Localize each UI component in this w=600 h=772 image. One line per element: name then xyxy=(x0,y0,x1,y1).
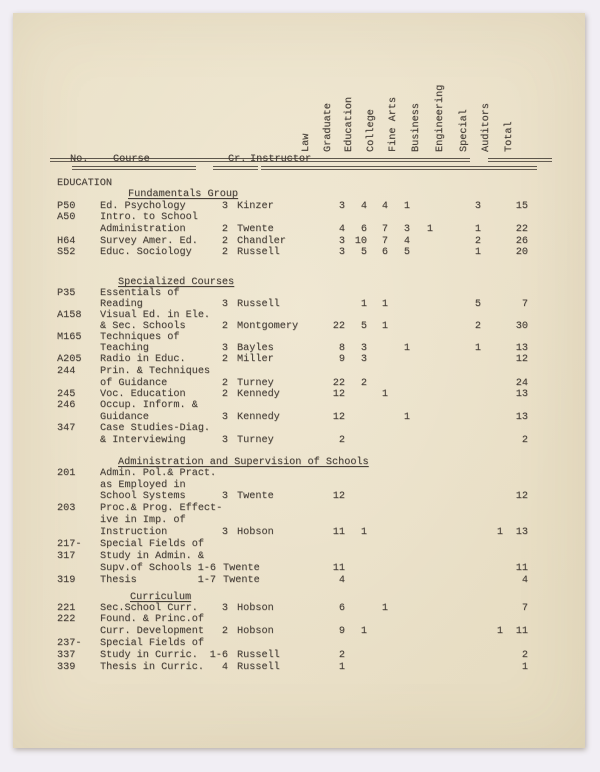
cell-count-total: 12 xyxy=(515,491,528,502)
cell-count-grad: 9 xyxy=(338,354,345,365)
cell-course-title: Thesis xyxy=(100,575,137,586)
cell-count-spec: 5 xyxy=(474,299,481,310)
cell-course-no: A158 xyxy=(57,310,82,321)
cell-course-title: Radio in Educ. xyxy=(100,354,186,365)
cell-count-grad: 12 xyxy=(332,491,345,502)
cell-count-total: 13 xyxy=(515,343,528,354)
cell-course-no: P50 xyxy=(57,201,76,212)
cell-count-educ: 3 xyxy=(360,354,367,365)
cell-instructor: Russell xyxy=(237,299,280,310)
cell-course-no: 222 xyxy=(57,614,76,625)
cell-count-grad: 12 xyxy=(332,389,345,400)
cell-count-total: 7 xyxy=(521,299,528,310)
cell-course-title: Study in Admin. & xyxy=(100,551,204,562)
cell-course-title: Special Fields of xyxy=(100,638,204,649)
cell-course-title: Supv.of Schools xyxy=(100,563,192,574)
cell-count-grad: 2 xyxy=(338,435,345,446)
header-rule-segment xyxy=(488,158,552,162)
header-no: No. xyxy=(70,154,89,165)
cell-course-title: Educ. Sociology xyxy=(100,247,192,258)
cell-instructor: Twente xyxy=(237,491,274,502)
cell-credits: 3 xyxy=(221,412,228,423)
cell-instructor: Montgomery xyxy=(237,321,299,332)
cell-course-title: Teaching xyxy=(100,343,149,354)
cell-course-title: Visual Ed. in Ele. xyxy=(100,310,211,321)
column-header-coll: College xyxy=(365,109,377,152)
cell-count-educ: 2 xyxy=(360,378,367,389)
cell-count-spec: 2 xyxy=(474,236,481,247)
cell-count-total: 4 xyxy=(521,575,528,586)
cell-course-no: M165 xyxy=(57,332,82,343)
cell-count-grad: 4 xyxy=(338,575,345,586)
column-header-law: Law xyxy=(300,133,312,152)
cell-count-spec: 1 xyxy=(474,343,481,354)
cell-count-total: 20 xyxy=(515,247,528,258)
cell-course-no: 317 xyxy=(57,551,76,562)
cell-count-fine: 1 xyxy=(403,343,410,354)
cell-course-title: Essentials of xyxy=(100,288,180,299)
group-heading: Specialized Courses xyxy=(118,277,235,288)
cell-course-title: Found. & Princ.of xyxy=(100,614,204,625)
cell-course-title: Occup. Inform. & xyxy=(100,400,198,411)
cell-count-grad: 6 xyxy=(338,603,345,614)
cell-credits: 1-7 xyxy=(197,575,216,586)
cell-count-aud: 1 xyxy=(496,527,503,538)
cell-count-fine: 4 xyxy=(403,236,410,247)
cell-count-educ: 1 xyxy=(360,527,367,538)
cell-instructor: Twente xyxy=(237,224,274,235)
column-header-educ: Education xyxy=(343,96,355,152)
cell-count-grad: 1 xyxy=(338,662,345,673)
cell-count-fine: 5 xyxy=(403,247,410,258)
header-rule-segment xyxy=(50,158,470,162)
cell-count-fine: 3 xyxy=(403,224,410,235)
cell-count-educ: 4 xyxy=(360,201,367,212)
cell-course-no: 221 xyxy=(57,603,76,614)
column-header-grad: Graduate xyxy=(322,103,334,152)
cell-course-title: Survey Amer. Ed. xyxy=(100,236,198,247)
cell-instructor: Twente xyxy=(223,563,260,574)
cell-count-educ: 1 xyxy=(360,626,367,637)
cell-count-coll: 1 xyxy=(381,603,388,614)
column-header-aud: Auditors xyxy=(480,103,492,152)
cell-count-grad: 3 xyxy=(338,247,345,258)
cell-course-title: Techniques of xyxy=(100,332,180,343)
cell-course-no: 245 xyxy=(57,389,76,400)
cell-course-no: S52 xyxy=(57,247,76,258)
cell-course-no: 203 xyxy=(57,503,76,514)
cell-course-title: Guidance xyxy=(100,412,149,423)
cell-count-spec: 2 xyxy=(474,321,481,332)
cell-count-coll: 6 xyxy=(381,247,388,258)
cell-course-no: A205 xyxy=(57,354,82,365)
cell-course-title: Admin. Pol.& Pract. xyxy=(100,468,217,479)
header-instructor: Instructor xyxy=(250,154,312,165)
cell-instructor: Hobson xyxy=(237,527,274,538)
cell-count-grad: 22 xyxy=(332,378,345,389)
column-header-fine: Fine Arts xyxy=(387,96,399,152)
cell-count-total: 26 xyxy=(515,236,528,247)
cell-course-title: Sec.School Curr. xyxy=(100,603,198,614)
cell-count-educ: 6 xyxy=(360,224,367,235)
cell-count-total: 13 xyxy=(515,412,528,423)
cell-count-coll: 7 xyxy=(381,224,388,235)
cell-course-no: 217- xyxy=(57,539,82,550)
cell-count-total: 7 xyxy=(521,603,528,614)
cell-course-title: Administration xyxy=(100,224,186,235)
cell-course-no: 201 xyxy=(57,468,76,479)
cell-count-total: 13 xyxy=(515,527,528,538)
cell-instructor: Russell xyxy=(237,247,280,258)
cell-count-grad: 4 xyxy=(338,224,345,235)
cell-count-grad: 22 xyxy=(332,321,345,332)
cell-credits: 3 xyxy=(221,603,228,614)
cell-course-title: School Systems xyxy=(100,491,186,502)
cell-count-spec: 3 xyxy=(474,201,481,212)
cell-credits: 1-6 xyxy=(197,563,216,574)
cell-count-grad: 12 xyxy=(332,412,345,423)
cell-instructor: Hobson xyxy=(237,626,274,637)
cell-count-grad: 3 xyxy=(338,236,345,247)
cell-course-no: 339 xyxy=(57,662,76,673)
cell-count-grad: 2 xyxy=(338,650,345,661)
header-rule-segment xyxy=(72,166,196,170)
cell-instructor: Turney xyxy=(237,435,274,446)
cell-course-title: Study in Curric. xyxy=(100,650,198,661)
cell-course-title: & Interviewing xyxy=(100,435,186,446)
cell-count-educ: 1 xyxy=(360,299,367,310)
cell-credits: 3 xyxy=(221,527,228,538)
cell-course-title: Special Fields of xyxy=(100,539,204,550)
cell-instructor: Twente xyxy=(223,575,260,586)
cell-course-title: Reading xyxy=(100,299,143,310)
column-header-bus: Business xyxy=(410,103,422,152)
cell-course-no: 246 xyxy=(57,400,76,411)
cell-instructor: Kinzer xyxy=(237,201,274,212)
cell-credits: 3 xyxy=(221,299,228,310)
cell-credits: 2 xyxy=(221,224,228,235)
cell-credits: 2 xyxy=(221,247,228,258)
cell-count-total: 22 xyxy=(515,224,528,235)
cell-credits: 2 xyxy=(221,321,228,332)
cell-course-title: Curr. Development xyxy=(100,626,204,637)
cell-instructor: Miller xyxy=(237,354,274,365)
cell-count-fine: 1 xyxy=(403,412,410,423)
cell-count-bus: 1 xyxy=(426,224,433,235)
cell-instructor: Bayles xyxy=(237,343,274,354)
group-heading: Fundamentals Group xyxy=(128,189,239,200)
cell-count-coll: 7 xyxy=(381,236,388,247)
cell-course-title: as Employed in xyxy=(100,480,186,491)
cell-count-aud: 1 xyxy=(496,626,503,637)
cell-instructor: Russell xyxy=(237,650,280,661)
cell-course-title: of Guidance xyxy=(100,378,168,389)
cell-count-total: 13 xyxy=(515,389,528,400)
header-course: Course xyxy=(113,154,150,165)
cell-instructor: Kennedy xyxy=(237,412,280,423)
cell-course-no: 337 xyxy=(57,650,76,661)
cell-course-title: Case Studies-Diag. xyxy=(100,423,211,434)
cell-instructor: Kennedy xyxy=(237,389,280,400)
header-rule-segment xyxy=(213,166,258,170)
cell-course-no: P35 xyxy=(57,288,76,299)
cell-credits: 2 xyxy=(221,389,228,400)
cell-credits: 3 xyxy=(221,201,228,212)
cell-instructor: Turney xyxy=(237,378,274,389)
cell-count-grad: 3 xyxy=(338,201,345,212)
cell-count-coll: 4 xyxy=(381,201,388,212)
cell-instructor: Chandler xyxy=(237,236,286,247)
document-page xyxy=(13,13,585,748)
cell-course-title: ive in Imp. of xyxy=(100,515,186,526)
header-rule-segment xyxy=(261,166,537,170)
cell-count-spec: 1 xyxy=(474,247,481,258)
cell-course-title: Prin. & Techniques xyxy=(100,366,211,377)
cell-course-title: & Sec. Schools xyxy=(100,321,186,332)
cell-count-total: 2 xyxy=(521,650,528,661)
cell-count-total: 15 xyxy=(515,201,528,212)
cell-count-total: 11 xyxy=(515,563,528,574)
header-cr: Cr. xyxy=(228,154,247,165)
cell-count-total: 30 xyxy=(515,321,528,332)
cell-course-title: Ed. Psychology xyxy=(100,201,186,212)
cell-count-total: 1 xyxy=(521,662,528,673)
cell-count-grad: 11 xyxy=(332,527,345,538)
cell-count-grad: 9 xyxy=(338,626,345,637)
cell-course-no: 347 xyxy=(57,423,76,434)
cell-count-fine: 1 xyxy=(403,201,410,212)
cell-count-total: 12 xyxy=(515,354,528,365)
cell-course-title: Intro. to School xyxy=(100,212,198,223)
cell-course-title: Thesis in Curric. xyxy=(100,662,204,673)
group-heading: Administration and Supervision of Schools xyxy=(118,457,369,468)
cell-credits: 1-6 xyxy=(209,650,228,661)
cell-count-educ: 5 xyxy=(360,247,367,258)
cell-course-no: 319 xyxy=(57,575,76,586)
cell-count-spec: 1 xyxy=(474,224,481,235)
cell-count-grad: 11 xyxy=(332,563,345,574)
cell-course-no: A50 xyxy=(57,212,76,223)
department-heading: EDUCATION xyxy=(57,178,113,189)
cell-course-no: H64 xyxy=(57,236,76,247)
cell-count-coll: 1 xyxy=(381,299,388,310)
cell-credits: 3 xyxy=(221,435,228,446)
column-header-total: Total xyxy=(503,121,515,152)
cell-course-no: 244 xyxy=(57,366,76,377)
cell-count-educ: 3 xyxy=(360,343,367,354)
cell-course-title: Instruction xyxy=(100,527,168,538)
cell-count-educ: 10 xyxy=(354,236,367,247)
cell-course-title: Proc.& Prog. Effect- xyxy=(100,503,223,514)
cell-count-educ: 5 xyxy=(360,321,367,332)
cell-credits: 3 xyxy=(221,491,228,502)
cell-count-total: 2 xyxy=(521,435,528,446)
cell-course-no: 237- xyxy=(57,638,82,649)
cell-count-coll: 1 xyxy=(381,389,388,400)
cell-credits: 2 xyxy=(221,354,228,365)
column-header-spec: Special xyxy=(458,109,470,152)
cell-credits: 4 xyxy=(221,662,228,673)
cell-instructor: Hobson xyxy=(237,603,274,614)
cell-count-grad: 8 xyxy=(338,343,345,354)
cell-credits: 2 xyxy=(221,626,228,637)
cell-credits: 2 xyxy=(221,236,228,247)
cell-credits: 3 xyxy=(221,343,228,354)
cell-count-coll: 1 xyxy=(381,321,388,332)
cell-count-total: 24 xyxy=(515,378,528,389)
column-header-eng: Engineering xyxy=(434,84,446,152)
cell-credits: 2 xyxy=(221,378,228,389)
cell-count-total: 11 xyxy=(515,626,528,637)
group-heading: Curriculum xyxy=(130,592,192,603)
cell-course-title: Voc. Education xyxy=(100,389,186,400)
cell-instructor: Russell xyxy=(237,662,280,673)
